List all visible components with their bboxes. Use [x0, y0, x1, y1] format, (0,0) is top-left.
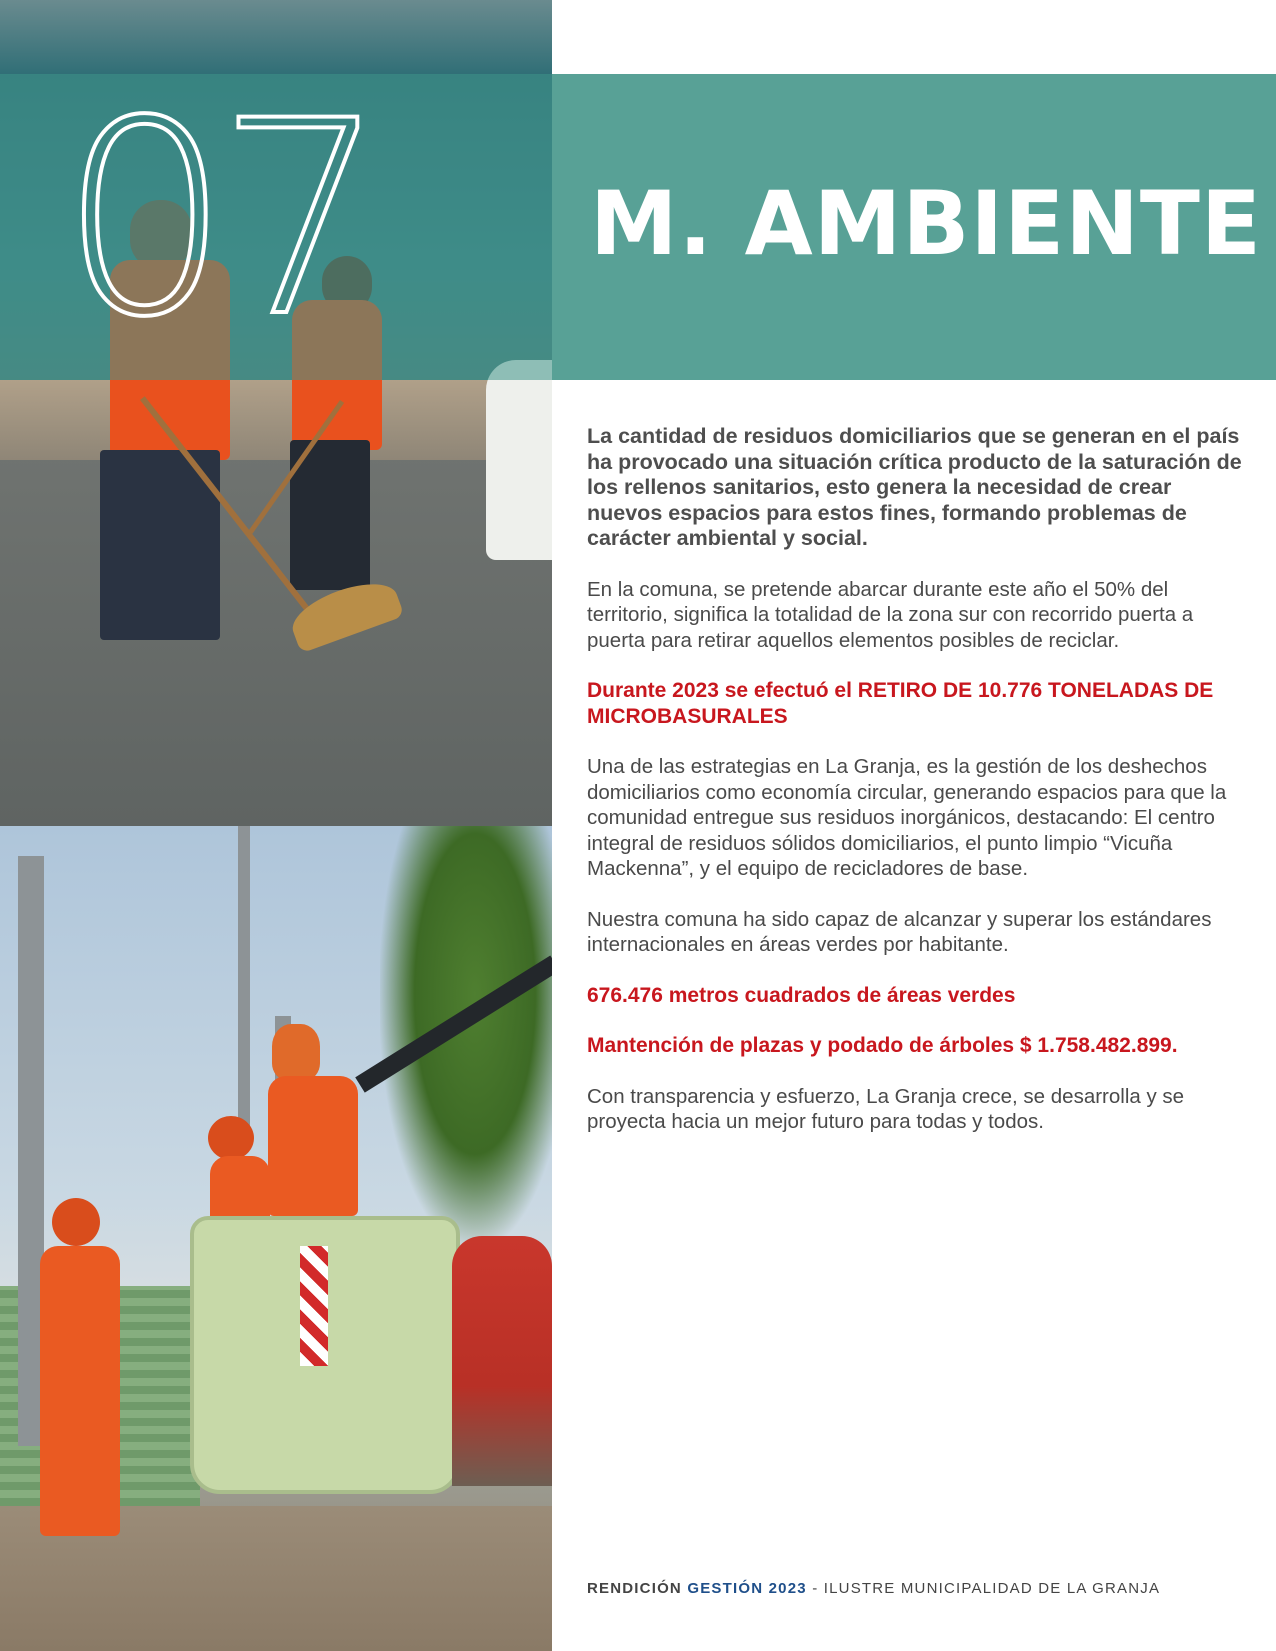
- footer-municipality: - ILUSTRE MUNICIPALIDAD DE LA GRANJA: [812, 1580, 1161, 1597]
- tree-pruning-crew-photo: [0, 826, 552, 1651]
- chapter-number: 07: [60, 64, 374, 376]
- content-column: [587, 424, 1247, 1160]
- footer-gestion: GESTIÓN 2023: [687, 1580, 807, 1597]
- page-footer: [587, 1580, 1160, 1597]
- highlight-green-areas: 676.476 metros cuadrados de áreas verdes: [587, 983, 1016, 1007]
- highlight-microbasurales: Durante 2023 se efectuó el RETIRO DE 10.776 TONELADAS DE MICROBASURALES: [587, 679, 1214, 728]
- body-paragraph-4: Con transparencia y esfuerzo, La Granja crece, se desarrolla y se proyecta hacia un mejor futuro para todas y todos.: [587, 1084, 1185, 1133]
- highlight-maintenance-cost: Mantención de plazas y podado de árboles $ 1.758.482.899.: [587, 1034, 1178, 1057]
- body-paragraph-2: Una de las estrategias en La Granja, es la gestión de los deshechos domiciliarios como economía circular, generando espacios para que la comunidad entregue sus residuos inorgánicos, destacando: El centro integral de residuos sólidos domiciliarios, el punto limpio “Vicuña Mackenna”, y el equipo de recicladores de base.: [587, 755, 1227, 880]
- footer-rendicion: RENDICIÓN: [587, 1580, 682, 1597]
- body-paragraph-3: Nuestra comuna ha sido capaz de alcanzar y superar los estándares internacionales en áreas verdes por habitante.: [587, 907, 1212, 956]
- lead-paragraph: La cantidad de residuos domiciliarios que se generan en el país ha provocado una situación crítica producto de la saturación de los rellenos sanitarios, esto genera la necesidad de crear nuevos espacios para estos fines, formando problemas de carácter ambiental y social.: [587, 424, 1242, 550]
- body-paragraph-1: En la comuna, se pretende abarcar durante este año el 50% del territorio, significa la totalidad de la zona sur con recorrido puerta a puerta para retirar aquellos elementos posibles de reciclar.: [587, 577, 1194, 652]
- section-title: M. AMBIENTE: [590, 172, 1263, 275]
